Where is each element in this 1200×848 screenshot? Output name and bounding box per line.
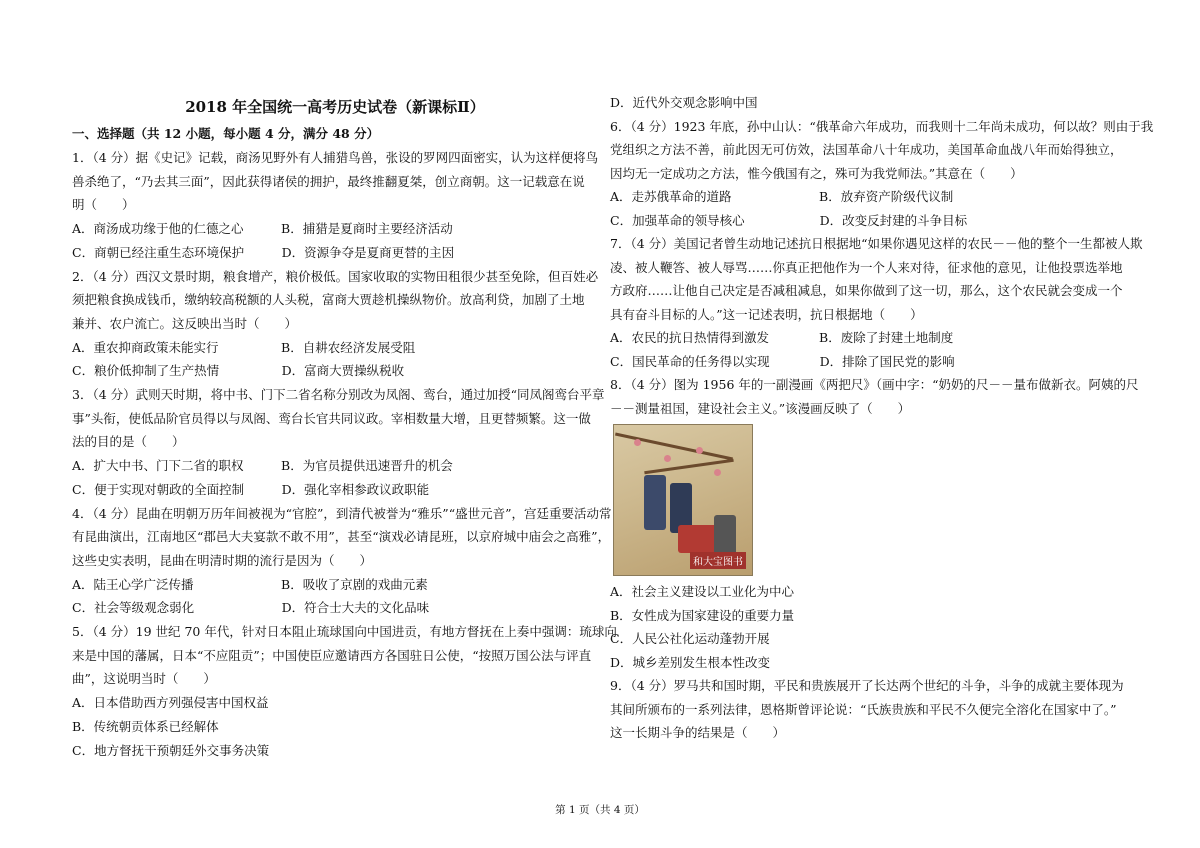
text-line: 有昆曲演出，江南地区“郡邑大夫宴款不敢不用”，甚至“演戏必请昆班，以京府城中庙会之高雅”， xyxy=(72,529,611,545)
text-line: 2．（4 分）西汉文景时期，粮食增产，粮价极低。国家收取的实物田租很少甚至免除，但百姓必 xyxy=(72,268,599,284)
text-line: C．社会等级观念弱化 D．符合士大夫的文化品味 xyxy=(72,600,430,616)
text-line: C．地方督抚干预朝廷外交事务决策 xyxy=(72,742,270,758)
text-line: 1．（4 分）据《史记》记载，商汤见野外有人捕猎鸟兽，张设的罗网四面密实，认为这样便将鸟 xyxy=(72,150,599,165)
text-line: A．日本借助西方列强侵害中国权益 xyxy=(72,695,269,711)
text-line: A．农民的抗日热情得到激发 B．废除了封建土地制度 xyxy=(610,330,954,345)
text-line: 9．（4 分）罗马共和国时期，平民和贵族展开了长达两个世纪的斗争，斗争的成就主要体现为 xyxy=(610,678,1124,693)
text-line: B．传统朝贡体系已经解体 xyxy=(72,718,219,734)
text-line: C．商朝已经注重生态环境保护 D．资源争夺是夏商更替的主因 xyxy=(72,244,455,260)
text-line: 事”头衔，使低品阶官员得以与凤阁、鸾台长官共同议政。宰相数量大增，且更替频繁。这一做 xyxy=(72,410,591,426)
page-footer: 第 1 页（共 4 页） xyxy=(555,804,645,816)
text-line: C．国民革命的任务得以实现 D．排除了国民党的影响 xyxy=(610,353,955,369)
text-line: A．陆王心学广泛传播 B．吸收了京剧的戏曲元素 xyxy=(72,576,428,592)
text-line: D．近代外交观念影响中国 xyxy=(610,95,758,110)
text-line: 3．（4 分）武则天时期，将中书、门下二省名称分别改为凤阁、鸾台，通过加授“同凤阁鸾台平章 xyxy=(72,387,605,402)
text-line: 兼并、农户流亡。这反映出当时（ ） xyxy=(72,315,298,331)
text-line: 方政府……让他自己决定是否减租减息，如果你做到了这一切，那么，这个农民就会变成一个 xyxy=(610,283,1123,298)
figure-shape xyxy=(714,515,736,555)
text-line: D．城乡差别发生根本性改变 xyxy=(610,654,771,670)
exam-title: 2018 年全国统一高考历史试卷（新课标Ⅱ） xyxy=(185,98,485,116)
text-line: 7．（4 分）美国记者曾生动地记述抗日根据地“如果你遇见这样的农民－－他的整个一生都被人欺 xyxy=(610,236,1143,251)
text-line: 明（ ） xyxy=(72,197,135,213)
text-line: 4．（4 分）昆曲在明朝万历年间被视为“官腔”，到清代被誉为“雅乐”“盛世元音”，宫廷重要活动常 xyxy=(72,505,612,521)
text-line: 8．（4 分）图为 1956 年的一副漫画《两把尺》（画中字：“奶奶的尺－－量布做新衣。阿姨的尺 xyxy=(610,377,1139,392)
text-line: 来是中国的藩属，日本“不应阻贡”；中国使臣应邀请西方各国驻日公使，“按照万国公法与评直 xyxy=(72,647,592,663)
image-caption: 和大宝图书 xyxy=(690,552,746,569)
blossom-shape xyxy=(714,469,721,476)
text-line: 5．（4 分）19 世纪 70 年代，针对日本阻止琉球国向中国进贡，有地方督抚在上奏中强调：琉球向 xyxy=(72,624,617,639)
text-line: －－测量祖国，建设社会主义。”该漫画反映了（ ） xyxy=(610,400,911,416)
text-line: 兽杀绝了，“乃去其三面”，因此获得诸侯的拥护，最终推翻夏桀，创立商朝。这一记载意在说 xyxy=(72,173,585,189)
blossom-shape xyxy=(664,455,671,462)
text-line: 6．（4 分）1923 年底，孙中山认：“俄革命六年成功，而我则十二年尚未成功，何以故？则由于我 xyxy=(610,118,1154,134)
cartoon-image xyxy=(613,424,753,576)
blossom-shape xyxy=(696,447,703,454)
text-line: A．社会主义建设以工业化为中心 xyxy=(610,584,795,599)
figure-shape xyxy=(678,525,718,553)
text-line: 法的目的是（ ） xyxy=(72,434,185,450)
text-line: A．重农抑商政策未能实行 B．自耕农经济发展受阻 xyxy=(72,339,416,355)
text-line: 一、选择题（共 12 小题，每小题 4 分，满分 48 分） xyxy=(72,126,380,141)
text-line: C．便于实现对朝政的全面控制 D．强化宰相参政议政职能 xyxy=(72,481,430,497)
text-line: 党组织之方法不善，前此因无可仿效，法国革命八十年成功，美国革命血战八年而始得独立， xyxy=(610,142,1123,157)
text-line: C．粮价低抑制了生产热情 D．富商大贾操纵税收 xyxy=(72,363,405,379)
text-line: B．女性成为国家建设的重要力量 xyxy=(610,607,795,623)
branch-shape xyxy=(615,433,733,461)
text-line: 因均无一定成功之方法，惟今俄国有之，殊可为我党师法。”其意在（ ） xyxy=(610,165,1023,181)
text-line: C．加强革命的领导核心 D．改变反封建的斗争目标 xyxy=(610,212,968,228)
text-line: A．商汤成功缘于他的仁德之心 B．捕猎是夏商时主要经济活动 xyxy=(72,221,453,237)
text-line: 其间所颁布的一系列法律，恩格斯曾评论说：“氏族贵族和平民不久便完全溶化在国家中了。” xyxy=(610,701,1117,717)
text-line: 具有奋斗目标的人。”这一记述表明，抗日根据地（ ） xyxy=(610,306,923,322)
text-line: 凌、被人鞭答、被人辱骂……你真正把他作为一个人来对待，征求他的意见，让他投票选举地 xyxy=(610,259,1123,275)
text-line: C．人民公社化运动蓬勃开展 xyxy=(610,631,770,646)
text-line: A．扩大中书、门下二省的职权 B．为官员提供迅速晋升的机会 xyxy=(72,458,453,474)
text-line: 曲”，这说明当时（ ） xyxy=(72,671,216,687)
text-line: 这些史实表明，昆曲在明清时期的流行是因为（ ） xyxy=(72,552,373,568)
text-line: 须把粮食换成钱币，缴纳较高税额的人头税，富商大贾趁机操纵物价。放高利贷，加剧了土地 xyxy=(72,292,585,308)
figure-shape xyxy=(644,475,666,530)
blossom-shape xyxy=(634,439,641,446)
text-line: 这一长期斗争的结果是（ ） xyxy=(610,725,786,740)
text-line: A．走苏俄革命的道路 B．放弃资产阶级代议制 xyxy=(610,189,954,204)
